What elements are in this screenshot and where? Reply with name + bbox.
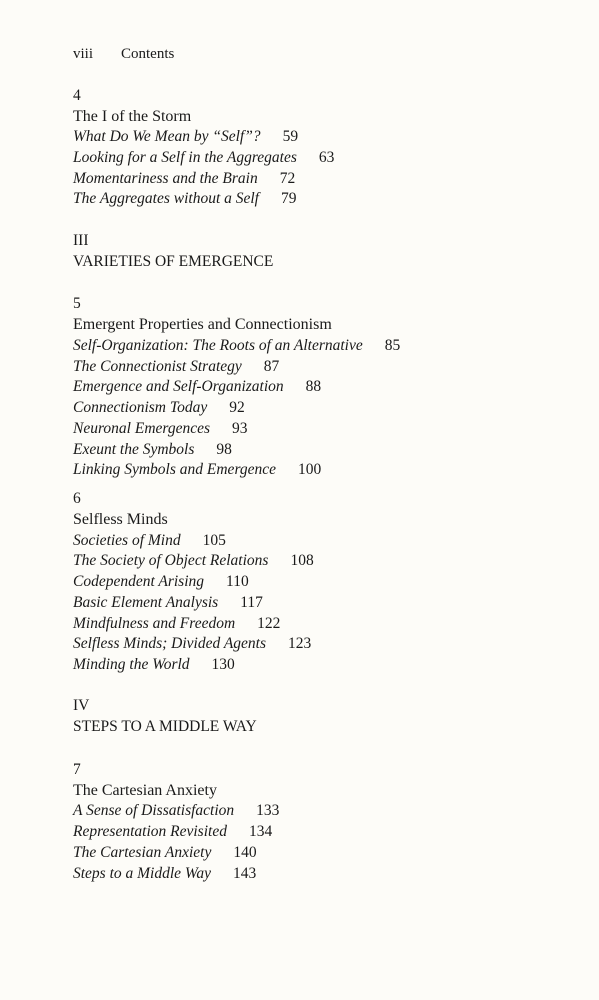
- entry-title: Mindfulness and Freedom: [73, 615, 236, 632]
- entry-title: What Do We Mean by “Self”?: [73, 128, 261, 145]
- toc-entry: [73, 655, 235, 674]
- entry-title: Looking for a Self in the Aggregates: [73, 149, 297, 166]
- toc-entry: [73, 336, 400, 355]
- toc-entry: [73, 357, 279, 376]
- toc-entry: [73, 593, 263, 612]
- part-4-title: STEPS TO A MIDDLE WAY: [73, 718, 257, 735]
- entry-page: 59: [282, 128, 299, 145]
- toc-entry: [73, 440, 232, 459]
- entry-title: Exeunt the Symbols: [73, 441, 195, 458]
- entry-page: 134: [248, 823, 273, 840]
- entry-page: 130: [211, 656, 235, 673]
- entry-title: The Society of Object Relations: [73, 552, 269, 569]
- entry-title: The Aggregates without a Self: [73, 190, 259, 207]
- toc-entry: [73, 460, 321, 479]
- toc-entry: [73, 377, 321, 396]
- toc-entry: [73, 551, 314, 570]
- entry-page: 85: [384, 337, 401, 354]
- toc-entry: [73, 169, 295, 188]
- toc-entry: [73, 398, 245, 417]
- entry-title: Societies of Mind: [73, 532, 181, 549]
- chapter-7-title: The Cartesian Anxiety: [73, 782, 217, 799]
- header-title: Contents: [121, 46, 175, 62]
- chapter-4-number: 4: [73, 87, 81, 104]
- entry-title: Steps to a Middle Way: [73, 865, 212, 882]
- entry-page: 88: [305, 378, 322, 395]
- entry-page: 92: [229, 399, 245, 416]
- entry-page: 105: [202, 532, 226, 549]
- entry-title: The Connectionist Strategy: [73, 358, 242, 375]
- toc-entry: [73, 634, 311, 653]
- chapter-4-title: The I of the Storm: [73, 108, 192, 125]
- entry-page: 140: [233, 844, 257, 861]
- entry-title: Neuronal Emergences: [73, 420, 211, 437]
- running-header: [73, 45, 174, 63]
- entry-title: Representation Revisited: [73, 823, 227, 840]
- part-3-title: VARIETIES OF EMERGENCE: [73, 253, 274, 270]
- entry-page: 108: [290, 552, 314, 569]
- toc-entry: [73, 822, 272, 841]
- entry-page: 133: [256, 802, 280, 819]
- toc-entry: [73, 864, 256, 883]
- entry-page: 110: [226, 573, 249, 590]
- entry-title: Codependent Arising: [73, 573, 205, 590]
- chapter-7-number: 7: [73, 761, 81, 778]
- part-3-number: III: [73, 232, 89, 249]
- part-4-number: IV: [73, 697, 90, 714]
- toc-entry: [73, 531, 226, 550]
- entry-page: 98: [216, 441, 232, 458]
- entry-page: 122: [257, 615, 281, 632]
- toc-entry: [73, 614, 280, 633]
- entry-title: The Cartesian Anxiety: [73, 844, 212, 861]
- entry-title: Self-Organization: The Roots of an Alternative: [73, 337, 363, 354]
- chapter-5-title: Emergent Properties and Connectionism: [73, 316, 332, 333]
- entry-page: 123: [288, 635, 312, 652]
- toc-entry: [73, 148, 334, 167]
- entry-title: Linking Symbols and Emergence: [73, 461, 277, 478]
- chapter-5-number: 5: [73, 295, 81, 312]
- entry-page: 72: [279, 170, 296, 187]
- toc-entry: [73, 572, 249, 591]
- entry-title: Emergence and Self-Organization: [73, 378, 284, 395]
- entry-page: 100: [298, 461, 322, 478]
- toc-entry: [73, 843, 257, 862]
- entry-page: 63: [318, 149, 335, 166]
- entry-page: 117: [240, 594, 263, 611]
- entry-title: A Sense of Dissatisfaction: [73, 802, 235, 819]
- chapter-6-title: Selfless Minds: [73, 511, 168, 528]
- toc-entry: [73, 127, 298, 146]
- entry-page: 87: [263, 358, 280, 375]
- header-page-number: viii: [73, 46, 94, 62]
- toc-entry: [73, 801, 279, 820]
- toc-entry: [73, 189, 297, 208]
- entry-title: Selfless Minds; Divided Agents: [73, 635, 267, 652]
- entry-page: 143: [233, 865, 257, 882]
- entry-title: Minding the World: [73, 656, 190, 673]
- chapter-6-number: 6: [73, 490, 81, 507]
- toc-entry: [73, 419, 248, 438]
- entry-page: 79: [281, 190, 297, 207]
- entry-title: Basic Element Analysis: [73, 594, 219, 611]
- entry-page: 93: [232, 420, 248, 437]
- entry-title: Momentariness and the Brain: [73, 170, 258, 187]
- entry-title: Connectionism Today: [73, 399, 208, 416]
